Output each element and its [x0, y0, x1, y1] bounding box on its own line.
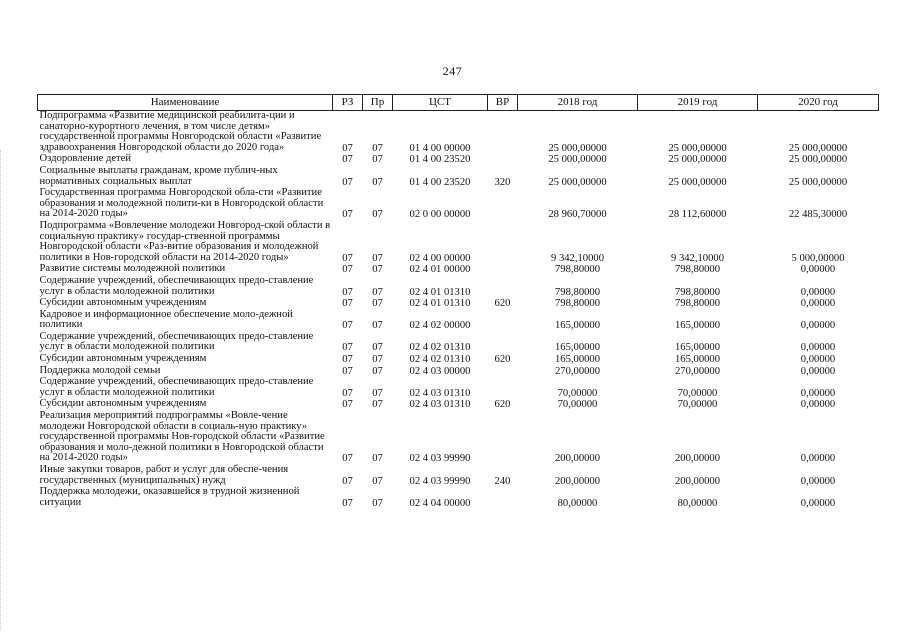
- row-2020: 25 000,00000: [788, 142, 848, 154]
- row-2019: 798,80000: [674, 298, 721, 310]
- row-cst: 02 4 03 99990: [409, 453, 471, 465]
- row-pr: 07: [372, 264, 383, 276]
- row-2020: 0,00000: [800, 365, 836, 377]
- row-vr: 240: [494, 475, 511, 487]
- row-pr: 07: [372, 354, 383, 366]
- row-cst: 02 4 01 00000: [409, 264, 471, 276]
- row-rz: 07: [342, 142, 353, 154]
- row-2020: 22 485,30000: [788, 209, 848, 221]
- row-2019: 25 000,00000: [668, 142, 727, 154]
- row-rz: 07: [342, 365, 353, 377]
- row-2018: 165,00000: [554, 342, 601, 354]
- row-rz: 07: [342, 387, 353, 399]
- row-2019: 9 342,10000: [671, 252, 724, 264]
- row-name: Поддержка молодой семьи: [39, 364, 161, 376]
- row-pr: 07: [372, 387, 383, 399]
- row-2020: 0,00000: [800, 475, 836, 487]
- row-2019: 25 000,00000: [668, 154, 727, 166]
- row-name: Содержание учреждений, обеспечивающих предо-ставление услуг в области молодежной политики: [39, 376, 314, 398]
- row-pr: 07: [372, 399, 383, 411]
- table-row: [38, 298, 879, 310]
- row-2020: 0,00000: [800, 453, 836, 465]
- row-2019: 165,00000: [674, 342, 721, 354]
- row-vr: [488, 264, 518, 276]
- row-pr: 07: [372, 298, 383, 310]
- row-2018: 9 342,10000: [551, 252, 604, 264]
- row-2019: 25 000,00000: [668, 176, 727, 188]
- row-vr: [488, 154, 518, 166]
- table-body: [38, 111, 879, 510]
- row-vr: 620: [494, 354, 511, 366]
- row-cst: 02 4 00 00000: [409, 252, 471, 264]
- header-2019: 2019 год: [638, 95, 758, 111]
- row-pr: 07: [372, 453, 383, 465]
- row-pr: 07: [372, 320, 383, 332]
- row-2019: 798,80000: [674, 286, 721, 298]
- row-rz: 07: [342, 252, 353, 264]
- row-rz: 07: [342, 176, 353, 188]
- row-vr: [488, 310, 518, 332]
- row-vr: [488, 276, 518, 298]
- row-cst: 02 4 02 01310: [409, 354, 471, 366]
- row-pr: 07: [372, 176, 383, 188]
- budget-table: [37, 94, 879, 509]
- row-rz: 07: [342, 354, 353, 366]
- row-2018: 70,00000: [557, 387, 598, 399]
- row-name: Поддержка молодежи, оказавшейся в трудной жизненной ситуации: [39, 486, 300, 508]
- row-2018: 200,00000: [554, 453, 601, 465]
- row-2018: 165,00000: [554, 320, 601, 332]
- table-row: [38, 111, 879, 155]
- row-2018: 28 960,70000: [548, 209, 607, 221]
- row-cst: 02 4 02 00000: [409, 320, 471, 332]
- row-2018: 270,00000: [554, 365, 601, 377]
- row-name: Оздоровление детей: [39, 153, 132, 165]
- row-2020: 0,00000: [800, 342, 836, 354]
- row-2020: 0,00000: [800, 399, 836, 411]
- row-2019: 28 112,60000: [668, 209, 727, 221]
- row-cst: 01 4 00 23520: [409, 154, 471, 166]
- header-pr: Пр: [363, 95, 393, 111]
- row-rz: 07: [342, 264, 353, 276]
- row-name: Государственная программа Новгородской обла-сти «Развитие образования и молодежной полити-ки в Новгородской области на 2014-2020 годы»: [39, 187, 324, 220]
- header-2018: 2018 год: [518, 95, 638, 111]
- row-name: Содержание учреждений, обеспечивающих предо-ставление услуг в области молодежной политики: [39, 274, 314, 297]
- row-pr: 07: [372, 209, 383, 221]
- row-rz: 07: [342, 497, 353, 509]
- row-name: Подпрограмма «Развитие медицинской реабилита-ции и санаторно-курортного лечения, в том числе детям» государственной программы Новгородской области «Развитие здравоохранения Новгородской области до 2020 года»: [39, 110, 322, 153]
- row-2018: 25 000,00000: [548, 154, 607, 166]
- row-2020: 5 000,00000: [791, 252, 845, 264]
- row-vr: [488, 487, 518, 509]
- row-rz: 07: [342, 453, 353, 465]
- row-cst: 01 4 00 00000: [409, 142, 471, 154]
- row-2020: 0,00000: [800, 497, 836, 509]
- row-vr: [488, 111, 518, 155]
- row-2018: 798,80000: [554, 286, 601, 298]
- row-rz: 07: [342, 399, 353, 411]
- row-pr: 07: [372, 252, 383, 264]
- row-pr: 07: [372, 497, 383, 509]
- row-2018: 798,80000: [554, 298, 601, 310]
- row-2018: 80,00000: [557, 497, 598, 509]
- row-vr: 620: [494, 399, 511, 411]
- row-2020: 25 000,00000: [788, 154, 848, 166]
- row-name: Содержание учреждений, обеспечивающих предо-ставление услуг в области молодежной политики: [39, 330, 314, 353]
- page-edge-dots: [0, 150, 3, 630]
- row-2020: 0,00000: [800, 354, 836, 366]
- row-rz: 07: [342, 320, 353, 332]
- row-cst: 02 4 01 01310: [409, 298, 471, 310]
- header-cst: ЦСТ: [393, 95, 488, 111]
- row-2019: 70,00000: [677, 387, 718, 399]
- row-rz: 07: [342, 154, 353, 166]
- row-vr: [488, 411, 518, 465]
- row-2019: 165,00000: [674, 354, 721, 366]
- header-name: Наименование: [38, 95, 333, 111]
- row-name: Кадровое и информационное обеспечение моло-дежной политики: [39, 308, 293, 331]
- row-cst: 01 4 00 23520: [409, 176, 471, 188]
- row-vr: 320: [494, 176, 511, 188]
- table-row: [38, 332, 879, 354]
- row-2020: 0,00000: [800, 298, 836, 310]
- row-cst: 02 4 03 01310: [409, 399, 471, 411]
- row-rz: 07: [342, 298, 353, 310]
- row-2018: 25 000,00000: [548, 142, 607, 154]
- row-name: Реализация мероприятий подпрограммы «Вовле-чение молодежи Новгородской области в социаль-ную практику» государственной программы Нов-городской области «Развитие образования и моло-дежной политики в Новгородской области на 2014-2020 годы»: [39, 410, 325, 464]
- table-row: [38, 276, 879, 298]
- row-2018: 165,00000: [554, 354, 601, 366]
- row-pr: 07: [372, 142, 383, 154]
- table-row: [38, 310, 879, 332]
- row-2020: 25 000,00000: [788, 176, 848, 188]
- row-rz: 07: [342, 286, 353, 298]
- row-pr: 07: [372, 475, 383, 487]
- row-2019: 165,00000: [674, 320, 721, 332]
- row-name: Развитие системы молодежной политики: [39, 263, 226, 275]
- row-2018: 25 000,00000: [548, 176, 607, 188]
- row-2018: 70,00000: [557, 399, 598, 411]
- row-vr: 620: [494, 298, 511, 310]
- row-2020: 0,00000: [800, 387, 836, 399]
- row-vr: [488, 332, 518, 354]
- row-name: Социальные выплаты гражданам, кроме публич-ных нормативных социальных выплат: [39, 164, 278, 187]
- row-2019: 200,00000: [674, 453, 721, 465]
- row-vr: [488, 366, 518, 378]
- row-2020: 0,00000: [800, 286, 836, 298]
- row-cst: 02 0 00 00000: [409, 209, 471, 221]
- row-cst: 02 4 03 99990: [409, 475, 471, 487]
- row-vr: [488, 221, 518, 264]
- header-rz: РЗ: [333, 95, 363, 111]
- row-vr: [488, 188, 518, 221]
- row-name: Подпрограмма «Вовлечение молодежи Новгород-ской области в социальную практику» государ-ственной программы Новгородской области «Раз-витие образования и молодежной политики в Нов-городской области на 2014-2020 годы»: [39, 219, 331, 263]
- table-row: [38, 487, 879, 509]
- table-header-row: [38, 95, 879, 111]
- table-row: [38, 465, 879, 487]
- table-row: [38, 411, 879, 465]
- row-2018: 200,00000: [554, 475, 601, 487]
- row-name: Субсидии автономным учреждениям: [39, 297, 207, 309]
- row-name: Субсидии автономным учреждениям: [39, 398, 207, 410]
- table-row: [38, 377, 879, 399]
- row-cst: 02 4 02 01310: [409, 342, 471, 354]
- row-2019: 80,00000: [677, 497, 718, 509]
- table-row: [38, 221, 879, 264]
- row-vr: [488, 377, 518, 399]
- row-cst: 02 4 01 01310: [409, 286, 471, 298]
- page-number: 247: [442, 64, 463, 78]
- row-pr: 07: [372, 365, 383, 377]
- row-pr: 07: [372, 286, 383, 298]
- table-row: [38, 354, 879, 366]
- row-2020: 0,00000: [800, 320, 836, 332]
- row-name: Иные закупки товаров, работ и услуг для обеспе-чения государственных (муниципальных) нужд: [39, 464, 289, 486]
- row-cst: 02 4 03 01310: [409, 387, 471, 399]
- row-2019: 70,00000: [677, 399, 718, 411]
- row-2019: 270,00000: [674, 365, 721, 377]
- row-rz: 07: [342, 209, 353, 221]
- row-2019: 200,00000: [674, 475, 721, 487]
- row-name: Субсидии автономным учреждениям: [39, 353, 207, 365]
- row-2020: 0,00000: [800, 264, 836, 276]
- row-rz: 07: [342, 475, 353, 487]
- header-vr: ВР: [488, 95, 518, 111]
- header-2020: 2020 год: [758, 95, 879, 111]
- row-pr: 07: [372, 342, 383, 354]
- row-rz: 07: [342, 342, 353, 354]
- row-cst: 02 4 04 00000: [409, 497, 471, 509]
- table-row: [38, 166, 879, 188]
- row-2018: 798,80000: [554, 264, 601, 276]
- table-row: [38, 188, 879, 221]
- row-cst: 02 4 03 00000: [409, 365, 471, 377]
- row-2019: 798,80000: [674, 264, 721, 276]
- row-pr: 07: [372, 154, 383, 166]
